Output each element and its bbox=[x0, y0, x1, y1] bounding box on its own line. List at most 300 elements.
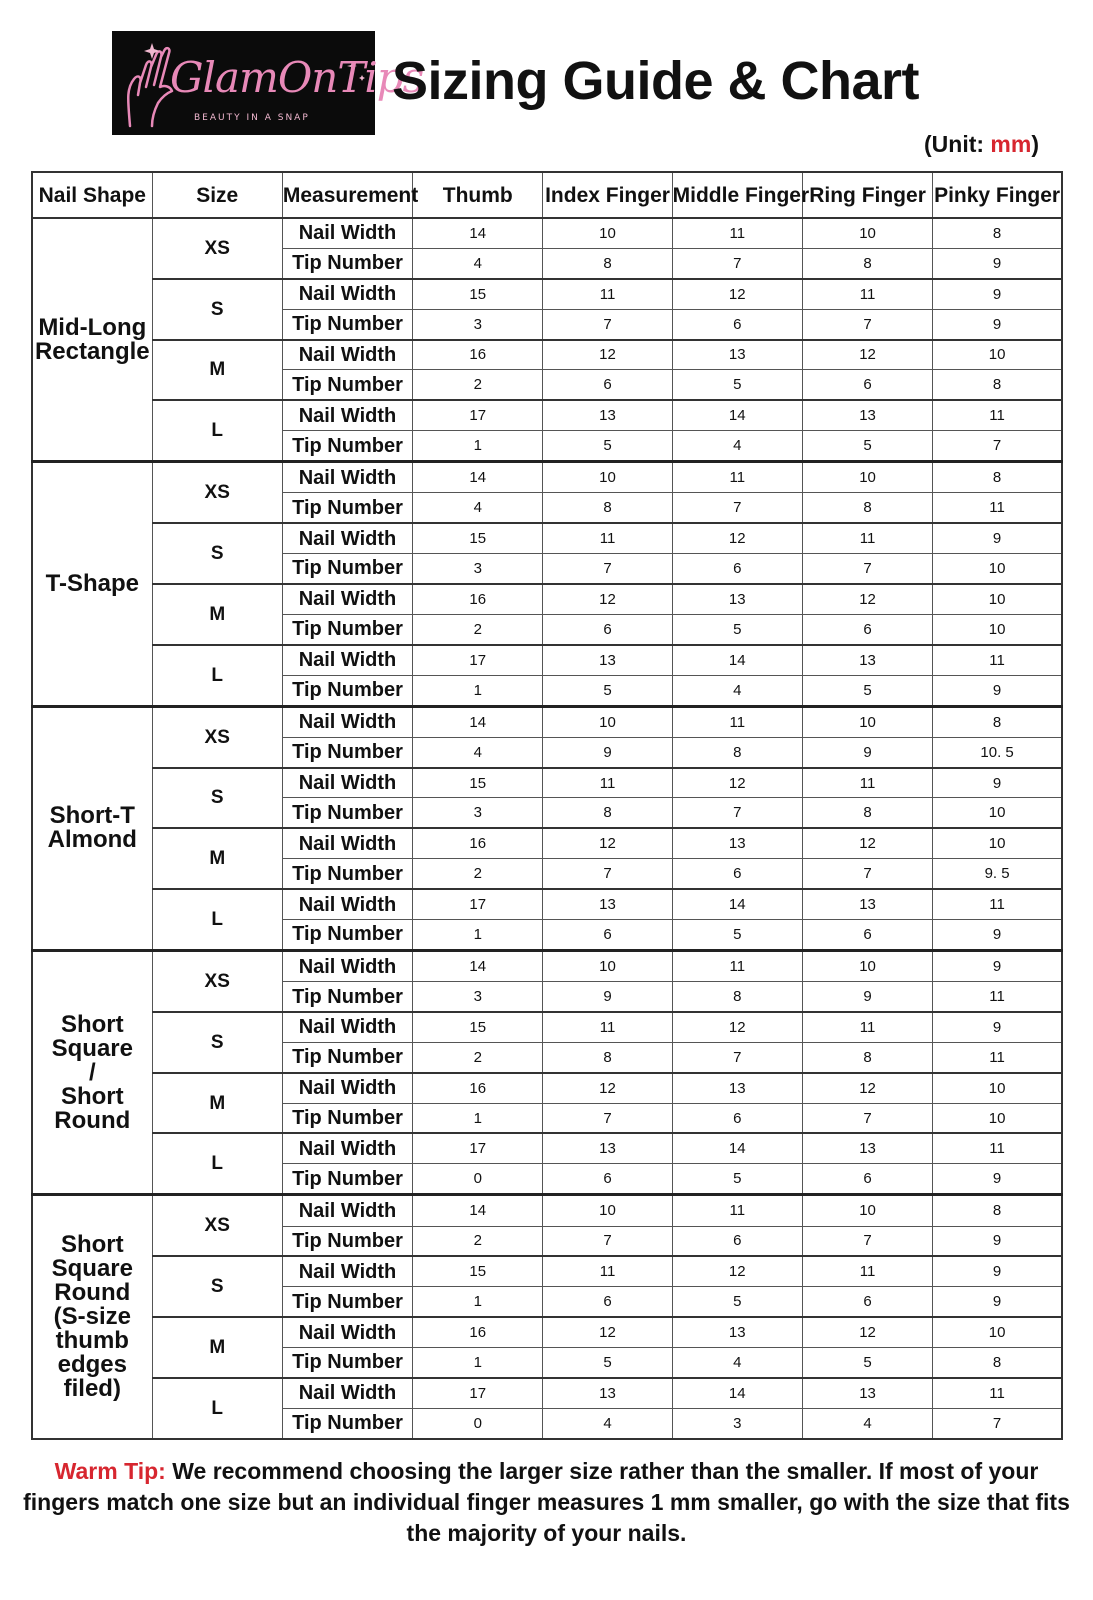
value-cell: 4 bbox=[802, 1408, 932, 1439]
value-cell: 10 bbox=[933, 554, 1062, 584]
value-cell: 9 bbox=[933, 523, 1062, 553]
size-cell: S bbox=[152, 523, 282, 584]
measurement-label: Nail Width bbox=[282, 1133, 412, 1163]
value-cell: 13 bbox=[543, 400, 672, 430]
nail-shape-line: thumb bbox=[55, 1327, 129, 1355]
measurement-label: Tip Number bbox=[282, 675, 412, 706]
value-cell: 12 bbox=[543, 1317, 672, 1347]
value-cell: 11 bbox=[543, 279, 672, 309]
value-cell: 2 bbox=[413, 1042, 543, 1072]
value-cell: 11 bbox=[543, 768, 672, 798]
value-cell: 13 bbox=[543, 1133, 672, 1163]
value-cell: 10. 5 bbox=[933, 737, 1062, 767]
nail-shape-line: edges bbox=[57, 1351, 127, 1379]
value-cell: 13 bbox=[802, 645, 932, 675]
warm-tip-line-3: the majority of your nails. bbox=[406, 1520, 687, 1546]
nail-shape-line: Square bbox=[51, 1034, 133, 1062]
value-cell: 14 bbox=[413, 706, 543, 737]
value-cell: 14 bbox=[413, 951, 543, 982]
measurement-label: Tip Number bbox=[282, 248, 412, 278]
value-cell: 11 bbox=[543, 1012, 672, 1042]
measurement-label: Nail Width bbox=[282, 523, 412, 553]
value-cell: 9 bbox=[933, 1164, 1062, 1195]
table-row bbox=[32, 951, 1062, 982]
measurement-label: Tip Number bbox=[282, 614, 412, 644]
measurement-label: Nail Width bbox=[282, 706, 412, 737]
value-cell: 2 bbox=[413, 614, 543, 644]
nail-shape-line: Square bbox=[51, 1255, 133, 1283]
value-cell: 9 bbox=[933, 675, 1062, 706]
header-middle-finger: Middle Finger bbox=[672, 172, 802, 218]
size-cell: S bbox=[152, 768, 282, 829]
value-cell: 5 bbox=[672, 919, 802, 950]
value-cell: 11 bbox=[672, 462, 802, 493]
value-cell: 10 bbox=[543, 1195, 672, 1226]
value-cell: 11 bbox=[933, 889, 1062, 919]
measurement-label: Nail Width bbox=[282, 400, 412, 430]
value-cell: 5 bbox=[672, 1287, 802, 1317]
header-pinky-finger: Pinky Finger bbox=[933, 172, 1062, 218]
value-cell: 10 bbox=[802, 706, 932, 737]
value-cell: 17 bbox=[413, 1378, 543, 1408]
nail-shape-line: Short-T bbox=[49, 802, 135, 830]
value-cell: 13 bbox=[543, 1378, 672, 1408]
value-cell: 17 bbox=[413, 645, 543, 675]
table-row bbox=[32, 1378, 1062, 1408]
table-row bbox=[32, 462, 1062, 493]
value-cell: 1 bbox=[413, 919, 543, 950]
value-cell: 7 bbox=[933, 431, 1062, 462]
nail-shape-line: Round bbox=[54, 1106, 131, 1134]
value-cell: 14 bbox=[672, 1133, 802, 1163]
logo-wordmark: GlamOnTips bbox=[170, 53, 424, 102]
value-cell: 13 bbox=[802, 889, 932, 919]
warm-tip-line-2: fingers match one size but an individual finger measures 1 mm smaller, go with the size that fits bbox=[23, 1489, 1070, 1515]
value-cell: 12 bbox=[672, 279, 802, 309]
value-cell: 9 bbox=[933, 309, 1062, 339]
table-row bbox=[32, 523, 1062, 553]
page-title: Sizing Guide & Chart bbox=[392, 51, 920, 111]
measurement-label: Nail Width bbox=[282, 768, 412, 798]
measurement-label: Tip Number bbox=[282, 1408, 412, 1439]
value-cell: 8 bbox=[802, 1042, 932, 1072]
sizing-table bbox=[31, 171, 1063, 1440]
value-cell: 14 bbox=[672, 889, 802, 919]
value-cell: 13 bbox=[672, 340, 802, 370]
nail-shape-line: / bbox=[88, 1058, 96, 1086]
table-row bbox=[32, 1133, 1062, 1163]
value-cell: 10 bbox=[543, 462, 672, 493]
value-cell: 13 bbox=[672, 1073, 802, 1103]
value-cell: 13 bbox=[672, 1317, 802, 1347]
value-cell: 10 bbox=[802, 218, 932, 248]
measurement-label: Tip Number bbox=[282, 859, 412, 889]
value-cell: 14 bbox=[672, 400, 802, 430]
size-cell: XS bbox=[152, 951, 282, 1012]
nail-shape-cell bbox=[32, 951, 152, 1195]
value-cell: 7 bbox=[802, 1226, 932, 1256]
value-cell: 12 bbox=[672, 1012, 802, 1042]
measurement-label: Nail Width bbox=[282, 1317, 412, 1347]
value-cell: 8 bbox=[802, 248, 932, 278]
value-cell: 5 bbox=[672, 1164, 802, 1195]
measurement-label: Tip Number bbox=[282, 1042, 412, 1072]
size-cell: L bbox=[152, 889, 282, 950]
value-cell: 15 bbox=[413, 279, 543, 309]
value-cell: 11 bbox=[933, 1042, 1062, 1072]
value-cell: 12 bbox=[802, 584, 932, 614]
value-cell: 12 bbox=[672, 1256, 802, 1286]
value-cell: 2 bbox=[413, 370, 543, 400]
value-cell: 6 bbox=[672, 554, 802, 584]
nail-shape-line: Round bbox=[54, 1279, 131, 1307]
measurement-label: Tip Number bbox=[282, 982, 412, 1012]
size-cell: XS bbox=[152, 1195, 282, 1256]
measurement-label: Tip Number bbox=[282, 1164, 412, 1195]
measurement-label: Nail Width bbox=[282, 1073, 412, 1103]
value-cell: 6 bbox=[672, 859, 802, 889]
value-cell: 17 bbox=[413, 1133, 543, 1163]
nail-shape-line: Short bbox=[60, 1010, 124, 1038]
nail-shape-line: filed) bbox=[63, 1375, 121, 1403]
measurement-label: Nail Width bbox=[282, 1012, 412, 1042]
measurement-label: Tip Number bbox=[282, 370, 412, 400]
value-cell: 10 bbox=[933, 828, 1062, 858]
value-cell: 12 bbox=[802, 340, 932, 370]
value-cell: 11 bbox=[933, 645, 1062, 675]
measurement-label: Nail Width bbox=[282, 279, 412, 309]
value-cell: 6 bbox=[672, 1226, 802, 1256]
value-cell: 8 bbox=[933, 218, 1062, 248]
value-cell: 17 bbox=[413, 889, 543, 919]
table-row bbox=[32, 1195, 1062, 1226]
value-cell: 7 bbox=[802, 1103, 932, 1133]
value-cell: 11 bbox=[802, 1256, 932, 1286]
value-cell: 10 bbox=[933, 584, 1062, 614]
value-cell: 9 bbox=[933, 919, 1062, 950]
value-cell: 9 bbox=[933, 951, 1062, 982]
value-cell: 6 bbox=[543, 370, 672, 400]
value-cell: 12 bbox=[802, 1073, 932, 1103]
value-cell: 16 bbox=[413, 340, 543, 370]
value-cell: 5 bbox=[672, 370, 802, 400]
value-cell: 3 bbox=[413, 982, 543, 1012]
value-cell: 14 bbox=[413, 1195, 543, 1226]
value-cell: 9 bbox=[933, 1226, 1062, 1256]
value-cell: 11 bbox=[672, 706, 802, 737]
measurement-label: Nail Width bbox=[282, 1256, 412, 1286]
value-cell: 4 bbox=[543, 1408, 672, 1439]
value-cell: 6 bbox=[802, 370, 932, 400]
value-cell: 3 bbox=[413, 798, 543, 828]
measurement-label: Tip Number bbox=[282, 1348, 412, 1378]
value-cell: 9. 5 bbox=[933, 859, 1062, 889]
value-cell: 2 bbox=[413, 859, 543, 889]
value-cell: 7 bbox=[933, 1408, 1062, 1439]
table-row bbox=[32, 1012, 1062, 1042]
value-cell: 13 bbox=[672, 584, 802, 614]
value-cell: 9 bbox=[802, 737, 932, 767]
measurement-label: Nail Width bbox=[282, 462, 412, 493]
value-cell: 0 bbox=[413, 1408, 543, 1439]
value-cell: 1 bbox=[413, 1103, 543, 1133]
measurement-label: Tip Number bbox=[282, 737, 412, 767]
value-cell: 7 bbox=[672, 493, 802, 523]
value-cell: 7 bbox=[543, 859, 672, 889]
value-cell: 8 bbox=[543, 493, 672, 523]
value-cell: 4 bbox=[672, 675, 802, 706]
value-cell: 9 bbox=[933, 768, 1062, 798]
value-cell: 7 bbox=[672, 1042, 802, 1072]
table-row bbox=[32, 828, 1062, 858]
table-row bbox=[32, 706, 1062, 737]
brand-logo bbox=[112, 31, 424, 135]
value-cell: 10 bbox=[802, 951, 932, 982]
value-cell: 16 bbox=[413, 584, 543, 614]
header-thumb: Thumb bbox=[413, 172, 543, 218]
value-cell: 6 bbox=[543, 919, 672, 950]
value-cell: 6 bbox=[543, 1287, 672, 1317]
nail-shape-cell bbox=[32, 706, 152, 950]
value-cell: 7 bbox=[672, 798, 802, 828]
table-row bbox=[32, 889, 1062, 919]
nail-shape-cell bbox=[32, 1195, 152, 1439]
value-cell: 7 bbox=[672, 248, 802, 278]
table-row bbox=[32, 1256, 1062, 1286]
value-cell: 8 bbox=[933, 1348, 1062, 1378]
unit-prefix: (Unit: bbox=[924, 131, 991, 157]
value-cell: 9 bbox=[933, 279, 1062, 309]
value-cell: 11 bbox=[933, 493, 1062, 523]
value-cell: 5 bbox=[802, 675, 932, 706]
value-cell: 10 bbox=[802, 1195, 932, 1226]
size-cell: S bbox=[152, 1256, 282, 1317]
value-cell: 9 bbox=[933, 1012, 1062, 1042]
value-cell: 16 bbox=[413, 1317, 543, 1347]
value-cell: 8 bbox=[672, 737, 802, 767]
value-cell: 6 bbox=[802, 919, 932, 950]
value-cell: 7 bbox=[802, 859, 932, 889]
measurement-label: Tip Number bbox=[282, 309, 412, 339]
value-cell: 7 bbox=[543, 309, 672, 339]
measurement-label: Tip Number bbox=[282, 431, 412, 462]
size-cell: M bbox=[152, 584, 282, 645]
table-row bbox=[32, 1317, 1062, 1347]
value-cell: 11 bbox=[543, 523, 672, 553]
value-cell: 2 bbox=[413, 1226, 543, 1256]
measurement-label: Nail Width bbox=[282, 218, 412, 248]
nail-shape-line: Short bbox=[60, 1231, 124, 1259]
table-row bbox=[32, 340, 1062, 370]
value-cell: 14 bbox=[672, 1378, 802, 1408]
value-cell: 8 bbox=[933, 706, 1062, 737]
value-cell: 8 bbox=[543, 1042, 672, 1072]
value-cell: 7 bbox=[802, 554, 932, 584]
value-cell: 10 bbox=[802, 462, 932, 493]
value-cell: 12 bbox=[802, 828, 932, 858]
measurement-label: Tip Number bbox=[282, 919, 412, 950]
value-cell: 11 bbox=[672, 951, 802, 982]
value-cell: 6 bbox=[672, 1103, 802, 1133]
value-cell: 13 bbox=[672, 828, 802, 858]
value-cell: 9 bbox=[933, 1287, 1062, 1317]
value-cell: 10 bbox=[933, 798, 1062, 828]
table-row bbox=[32, 218, 1062, 248]
value-cell: 5 bbox=[543, 431, 672, 462]
value-cell: 4 bbox=[672, 431, 802, 462]
table-row bbox=[32, 1073, 1062, 1103]
warm-tip-label: Warm Tip: bbox=[54, 1458, 166, 1484]
table-row bbox=[32, 584, 1062, 614]
value-cell: 9 bbox=[802, 982, 932, 1012]
value-cell: 10 bbox=[543, 951, 672, 982]
header-nail-shape: Nail Shape bbox=[32, 172, 152, 218]
header-ring-finger: Ring Finger bbox=[802, 172, 932, 218]
value-cell: 1 bbox=[413, 1348, 543, 1378]
measurement-label: Nail Width bbox=[282, 1378, 412, 1408]
value-cell: 8 bbox=[543, 798, 672, 828]
value-cell: 11 bbox=[933, 400, 1062, 430]
value-cell: 1 bbox=[413, 431, 543, 462]
value-cell: 1 bbox=[413, 675, 543, 706]
value-cell: 13 bbox=[802, 400, 932, 430]
unit-value: mm bbox=[990, 131, 1032, 157]
value-cell: 4 bbox=[413, 737, 543, 767]
value-cell: 4 bbox=[672, 1348, 802, 1378]
unit-note bbox=[924, 131, 1039, 158]
size-cell: XS bbox=[152, 462, 282, 523]
value-cell: 11 bbox=[933, 1378, 1062, 1408]
measurement-label: Nail Width bbox=[282, 1195, 412, 1226]
value-cell: 8 bbox=[933, 462, 1062, 493]
value-cell: 11 bbox=[802, 279, 932, 309]
logo-tagline: BEAUTY IN A SNAP bbox=[194, 113, 310, 123]
value-cell: 10 bbox=[933, 614, 1062, 644]
value-cell: 7 bbox=[802, 309, 932, 339]
value-cell: 10 bbox=[933, 340, 1062, 370]
value-cell: 15 bbox=[413, 1012, 543, 1042]
value-cell: 14 bbox=[413, 218, 543, 248]
value-cell: 15 bbox=[413, 523, 543, 553]
measurement-label: Tip Number bbox=[282, 1287, 412, 1317]
table-row bbox=[32, 279, 1062, 309]
value-cell: 7 bbox=[543, 554, 672, 584]
value-cell: 8 bbox=[543, 248, 672, 278]
size-cell: L bbox=[152, 400, 282, 461]
size-cell: S bbox=[152, 279, 282, 340]
size-cell: XS bbox=[152, 218, 282, 279]
measurement-label: Nail Width bbox=[282, 584, 412, 614]
value-cell: 10 bbox=[543, 706, 672, 737]
value-cell: 10 bbox=[933, 1103, 1062, 1133]
nail-shape-line: Rectangle bbox=[34, 337, 150, 365]
value-cell: 7 bbox=[543, 1103, 672, 1133]
value-cell: 15 bbox=[413, 768, 543, 798]
size-cell: M bbox=[152, 1073, 282, 1134]
value-cell: 11 bbox=[802, 523, 932, 553]
nail-shape-line: Almond bbox=[47, 826, 137, 854]
value-cell: 11 bbox=[672, 218, 802, 248]
value-cell: 12 bbox=[802, 1317, 932, 1347]
value-cell: 9 bbox=[933, 1256, 1062, 1286]
value-cell: 9 bbox=[933, 248, 1062, 278]
header-size: Size bbox=[152, 172, 282, 218]
value-cell: 6 bbox=[802, 1287, 932, 1317]
nail-shape-cell bbox=[32, 462, 152, 706]
value-cell: 17 bbox=[413, 400, 543, 430]
measurement-label: Tip Number bbox=[282, 1103, 412, 1133]
size-cell: M bbox=[152, 340, 282, 401]
value-cell: 16 bbox=[413, 1073, 543, 1103]
value-cell: 12 bbox=[543, 340, 672, 370]
value-cell: 12 bbox=[543, 828, 672, 858]
value-cell: 4 bbox=[413, 248, 543, 278]
measurement-label: Nail Width bbox=[282, 828, 412, 858]
measurement-label: Tip Number bbox=[282, 554, 412, 584]
value-cell: 6 bbox=[672, 309, 802, 339]
value-cell: 12 bbox=[672, 768, 802, 798]
value-cell: 11 bbox=[933, 982, 1062, 1012]
size-cell: L bbox=[152, 1133, 282, 1194]
nail-shape-line: T-Shape bbox=[45, 569, 139, 597]
value-cell: 10 bbox=[933, 1317, 1062, 1347]
table-header-row bbox=[32, 172, 1062, 218]
value-cell: 3 bbox=[413, 554, 543, 584]
warm-tip bbox=[20, 1456, 1073, 1549]
measurement-label: Nail Width bbox=[282, 645, 412, 675]
size-cell: S bbox=[152, 1012, 282, 1073]
value-cell: 6 bbox=[543, 614, 672, 644]
value-cell: 13 bbox=[802, 1133, 932, 1163]
measurement-label: Tip Number bbox=[282, 798, 412, 828]
value-cell: 11 bbox=[543, 1256, 672, 1286]
value-cell: 10 bbox=[933, 1073, 1062, 1103]
value-cell: 13 bbox=[802, 1378, 932, 1408]
value-cell: 12 bbox=[543, 584, 672, 614]
value-cell: 8 bbox=[802, 798, 932, 828]
value-cell: 9 bbox=[543, 982, 672, 1012]
value-cell: 5 bbox=[543, 1348, 672, 1378]
value-cell: 13 bbox=[543, 889, 672, 919]
nail-shape-line: (S-size bbox=[53, 1303, 131, 1331]
value-cell: 1 bbox=[413, 1287, 543, 1317]
nail-shape-line: Mid-Long bbox=[38, 313, 147, 341]
value-cell: 8 bbox=[933, 1195, 1062, 1226]
header-index-finger: Index Finger bbox=[543, 172, 672, 218]
value-cell: 6 bbox=[802, 1164, 932, 1195]
value-cell: 15 bbox=[413, 1256, 543, 1286]
value-cell: 12 bbox=[672, 523, 802, 553]
value-cell: 5 bbox=[672, 614, 802, 644]
value-cell: 12 bbox=[543, 1073, 672, 1103]
value-cell: 11 bbox=[672, 1195, 802, 1226]
value-cell: 16 bbox=[413, 828, 543, 858]
size-cell: L bbox=[152, 1378, 282, 1439]
value-cell: 0 bbox=[413, 1164, 543, 1195]
value-cell: 5 bbox=[802, 1348, 932, 1378]
size-cell: M bbox=[152, 1317, 282, 1378]
value-cell: 5 bbox=[802, 431, 932, 462]
value-cell: 14 bbox=[672, 645, 802, 675]
table-row bbox=[32, 400, 1062, 430]
value-cell: 3 bbox=[413, 309, 543, 339]
value-cell: 8 bbox=[933, 370, 1062, 400]
measurement-label: Nail Width bbox=[282, 340, 412, 370]
nail-shape-cell bbox=[32, 218, 152, 462]
measurement-label: Nail Width bbox=[282, 889, 412, 919]
header-measurement: Measurement bbox=[282, 172, 412, 218]
value-cell: 9 bbox=[543, 737, 672, 767]
